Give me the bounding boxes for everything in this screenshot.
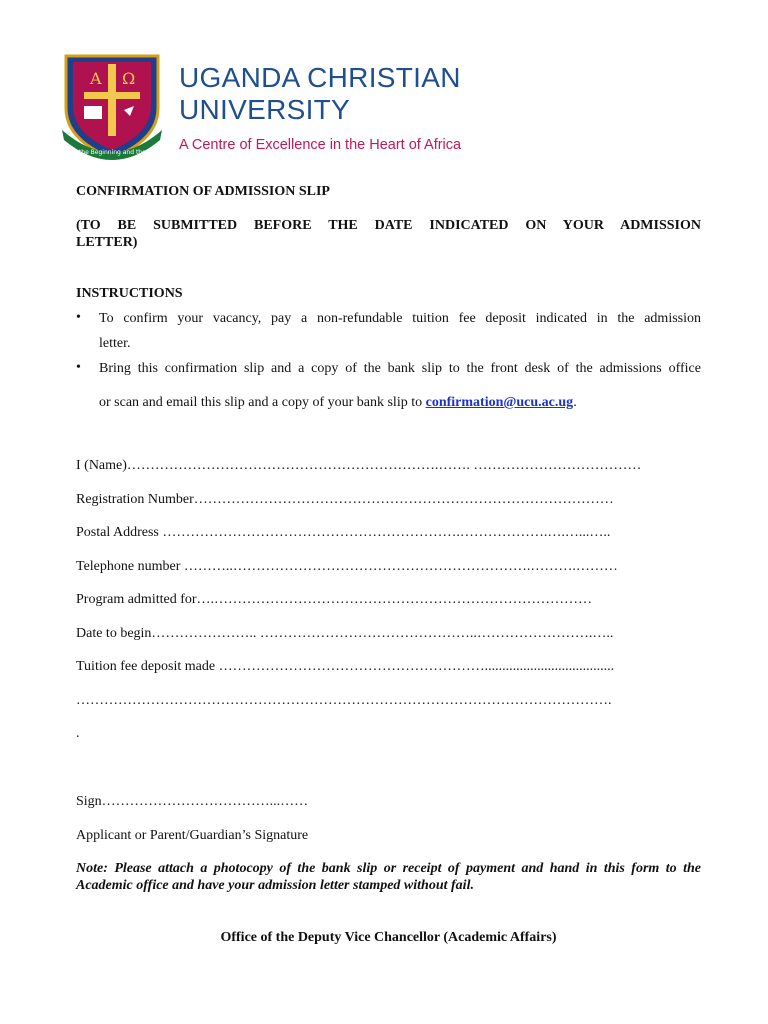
instruction-2-line1: Bring this confirmation slip and a copy of the bank slip to the front desk of the admissions office: [99, 361, 701, 376]
university-header: [60, 48, 480, 164]
bullet-icon: •: [76, 360, 81, 375]
postal-address-field[interactable]: Postal Address ……………………………………………………….……………….….…...…..: [76, 525, 611, 540]
telephone-number-field[interactable]: Telephone number ………..……………………………………………………….……….………: [76, 559, 618, 574]
sign-field[interactable]: Sign………………………………...……: [76, 794, 309, 809]
instruction-1-line1: To confirm your vacancy, pay a non-refundable tuition fee deposit indicated in the admission: [99, 311, 701, 326]
instruction-2-line2: [99, 394, 701, 411]
document-title: CONFIRMATION OF ADMISSION SLIP: [76, 184, 330, 199]
university-crest-logo: [60, 48, 164, 164]
instruction-2-text: or scan and email this slip and a copy of your bank slip to: [99, 395, 426, 410]
university-name-line2: UNIVERSITY: [179, 94, 351, 125]
university-name-line1: UGANDA CHRISTIAN: [179, 62, 461, 93]
tuition-fee-deposit-field[interactable]: Tuition fee deposit made ………………………………………………….....................................: [76, 659, 615, 674]
program-admitted-field[interactable]: Program admitted for….………………………………………………………………………: [76, 592, 593, 607]
instruction-2-period: .: [573, 395, 577, 410]
university-name: [179, 62, 461, 126]
signature-caption: Applicant or Parent/Guardian’s Signature: [76, 828, 309, 843]
trailing-dot: .: [76, 726, 80, 741]
instruction-1-line2: letter.: [99, 336, 131, 351]
crest-omega-symbol: Ω: [122, 69, 136, 88]
crest-alpha-symbol: Α: [90, 69, 102, 88]
instructions-heading: INSTRUCTIONS: [76, 286, 183, 301]
document-subtitle-line1: (TO BE SUBMITTED BEFORE THE DATE INDICATED ON YOUR ADMISSION: [76, 218, 701, 233]
note-text: Note: Please attach a photocopy of the bank slip or receipt of payment and hand in this form to the Academic office and have your admission letter stamped without fail.: [76, 861, 701, 893]
crest-motto: God the Beginning and the End: [64, 149, 160, 156]
university-tagline: A Centre of Excellence in the Heart of Africa: [179, 137, 462, 153]
document-subtitle-line2: LETTER): [76, 235, 138, 250]
date-to-begin-field[interactable]: Date to begin………………….. ………………………………………..…………………….…..: [76, 626, 614, 641]
continuation-field[interactable]: …………………………………………………………………………………………………….: [76, 693, 612, 708]
confirmation-email-link[interactable]: confirmation@ucu.ac.ug: [425, 395, 574, 410]
name-field[interactable]: I (Name)………………………………………………………….……. ………………………………: [76, 458, 642, 473]
office-footer: Office of the Deputy Vice Chancellor (Academic Affairs): [220, 930, 557, 945]
registration-number-field[interactable]: Registration Number………………………………………………………………………………: [76, 492, 614, 507]
bullet-icon: •: [76, 310, 81, 325]
